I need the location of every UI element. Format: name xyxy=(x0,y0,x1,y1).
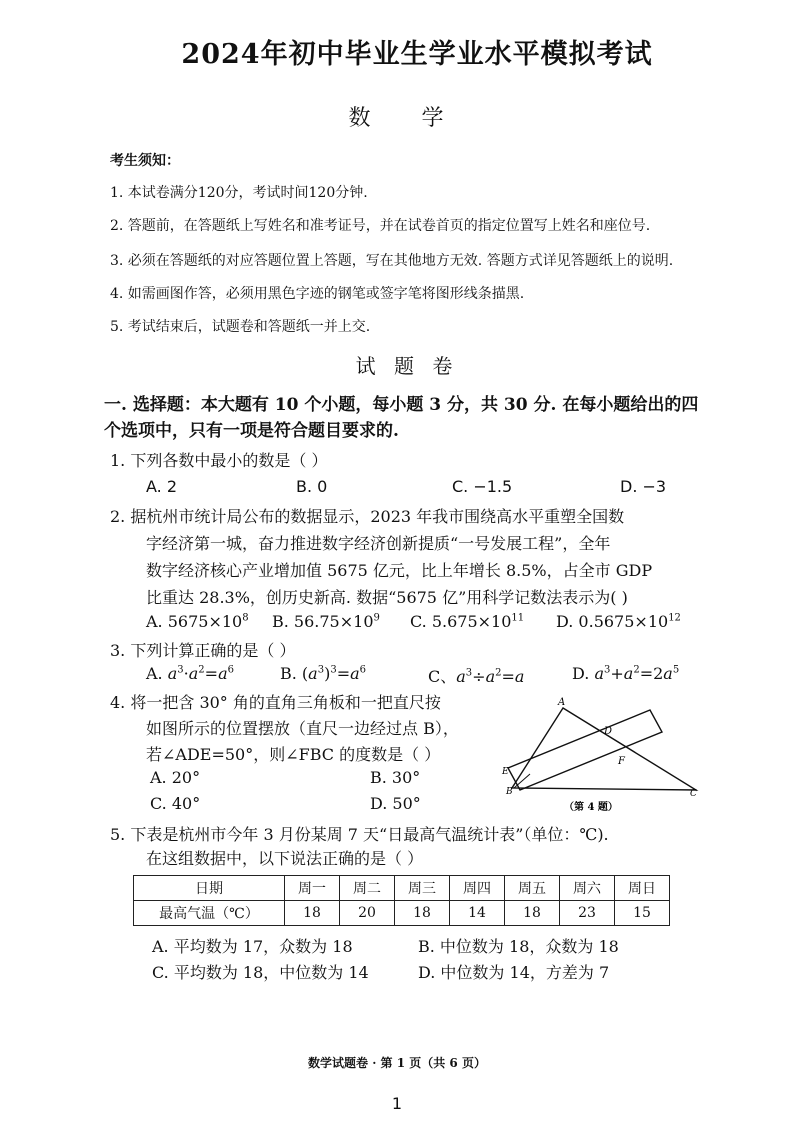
section-heading: 一. 选择题：本大题有 10 个小题，每小题 3 分，共 30 分. 在每小题给出的四个选项中，只有一项是符合题目要求的. xyxy=(104,395,699,441)
q4-option-d: D. 50° xyxy=(370,794,421,813)
triangle-shape xyxy=(512,708,696,790)
q5-option-d: D. 中位数为 14，方差为 7 xyxy=(418,963,610,982)
q4-option-c: C. 40° xyxy=(150,794,201,813)
paper-title: 试 题 卷 xyxy=(355,354,459,378)
table-header-cell: 周六 xyxy=(560,876,615,901)
temperature-table xyxy=(133,875,670,926)
table-row xyxy=(134,876,670,901)
notice-item: 3. 必须在答题纸的对应答题位置上答题，写在其他地方无效. 答题方式详见答题纸上的说明. xyxy=(110,253,674,269)
q1-option-b: B. 0 xyxy=(296,477,328,496)
table-cell: 18 xyxy=(285,901,340,926)
label-f: F xyxy=(618,756,625,767)
q1-option-c: C. −1.5 xyxy=(452,477,513,496)
q4-option-a: A. 20° xyxy=(150,768,201,787)
q2-line: 字经济第一城，奋力推进数字经济创新提质“一号发展工程”，全年 xyxy=(146,534,611,553)
table-cell: 18 xyxy=(395,901,450,926)
q5-line: 在这组数据中，以下说法正确的是（ ） xyxy=(146,849,424,868)
notice-item: 1. 本试卷满分120分，考试时间120分钟. xyxy=(110,185,368,201)
table-cell: 14 xyxy=(450,901,505,926)
subject-title: 数 学 xyxy=(348,106,466,131)
table-header-cell: 周二 xyxy=(340,876,395,901)
notice-item: 5. 考试结束后，试题卷和答题纸一并上交. xyxy=(110,319,371,335)
notice-item: 2. 答题前，在答题纸上写姓名和准考证号，并在试卷首页的指定位置写上姓名和座位号. xyxy=(110,218,651,234)
notice-item: 4. 如需画图作答，必须用黑色字迹的钢笔或签字笔将图形线条描黑. xyxy=(110,286,525,302)
figure-caption: （第 4 题） xyxy=(564,802,618,813)
q4-line: 若∠ADE=50°，则∠FBC 的度数是（ ） xyxy=(146,745,441,764)
q5-option-b: B. 中位数为 18，众数为 18 xyxy=(418,937,619,956)
label-a: A xyxy=(558,697,566,708)
table-cell: 20 xyxy=(340,901,395,926)
q3-option-b: B. $(a^3)^3=a^6$ xyxy=(280,664,367,683)
q2-line: 数字经济核心产业增加值 5675 亿元，比上年增长 8.5%，占全市 GDP xyxy=(146,561,653,580)
q5-option-a: A. 平均数为 17，众数为 18 xyxy=(152,937,353,956)
label-d: D xyxy=(604,726,613,737)
q2-option-d: D. $0.5675\times 10^{12}$ xyxy=(556,612,681,631)
label-c: C xyxy=(690,789,697,799)
q1-stem: 1. 下列各数中最小的数是（ ） xyxy=(110,451,328,470)
table-header-cell: 周一 xyxy=(285,876,340,901)
table-cell: 23 xyxy=(560,901,615,926)
table-cell: 15 xyxy=(615,901,670,926)
table-row-label: 最高气温（℃） xyxy=(134,901,285,926)
q2-line: 比重达 28.3%，创历史新高. 数据“5675 亿”用科学记数法表示为( ) xyxy=(146,588,628,607)
q3-option-a: A. $a^3\cdot a^2=a^6$ xyxy=(146,664,234,683)
table-header-cell: 周五 xyxy=(505,876,560,901)
q2-line: 2. 据杭州市统计局公布的数据显示，2023 年我市围绕高水平重塑全国数 xyxy=(110,507,625,526)
q1-option-d: D. −3 xyxy=(620,477,667,496)
table-row xyxy=(134,901,670,926)
q5-option-c: C. 平均数为 18，中位数为 14 xyxy=(152,963,369,982)
table-cell: 18 xyxy=(505,901,560,926)
exam-title: 2024年初中毕业生学业水平模拟考试 xyxy=(181,39,653,70)
q4-line: 如图所示的位置摆放（直尺一边经过点 B）， xyxy=(146,719,459,738)
q2-option-b: B. $56.75\times 10^9$ xyxy=(272,612,380,631)
q2-option-a: A. $5675\times 10^8$ xyxy=(146,612,249,631)
table-header-cell: 周四 xyxy=(450,876,505,901)
q3-option-d: D. $a^3+a^2=2a^5$ xyxy=(572,664,680,683)
q3-stem: 3. 下列计算正确的是（ ） xyxy=(110,641,296,660)
q4-option-b: B. 30° xyxy=(370,768,421,787)
q5-line: 5. 下表是杭州市今年 3 月份某周 7 天“日最高气温统计表”（单位：℃). xyxy=(110,825,609,844)
table-header-cell: 周三 xyxy=(395,876,450,901)
q4-figure xyxy=(500,690,700,820)
table-header-cell: 周日 xyxy=(615,876,670,901)
notice-heading: 考生须知： xyxy=(110,153,180,169)
q3-option-c: C、$a^3\div a^2=a$ xyxy=(428,667,525,686)
label-b: B xyxy=(506,787,513,797)
page-footer: 数学试题卷 · 第 1 页（共 6 页） xyxy=(308,1056,486,1070)
q4-line: 4. 将一把含 30° 角的直角三角板和一把直尺按 xyxy=(110,693,441,712)
q2-option-c: C. $5.675\times 10^{11}$ xyxy=(410,612,525,631)
page-number: 1 xyxy=(391,1094,403,1113)
table-header-cell: 日期 xyxy=(134,876,285,901)
q1-option-a: A. 2 xyxy=(146,477,178,496)
label-e: E xyxy=(502,767,509,777)
